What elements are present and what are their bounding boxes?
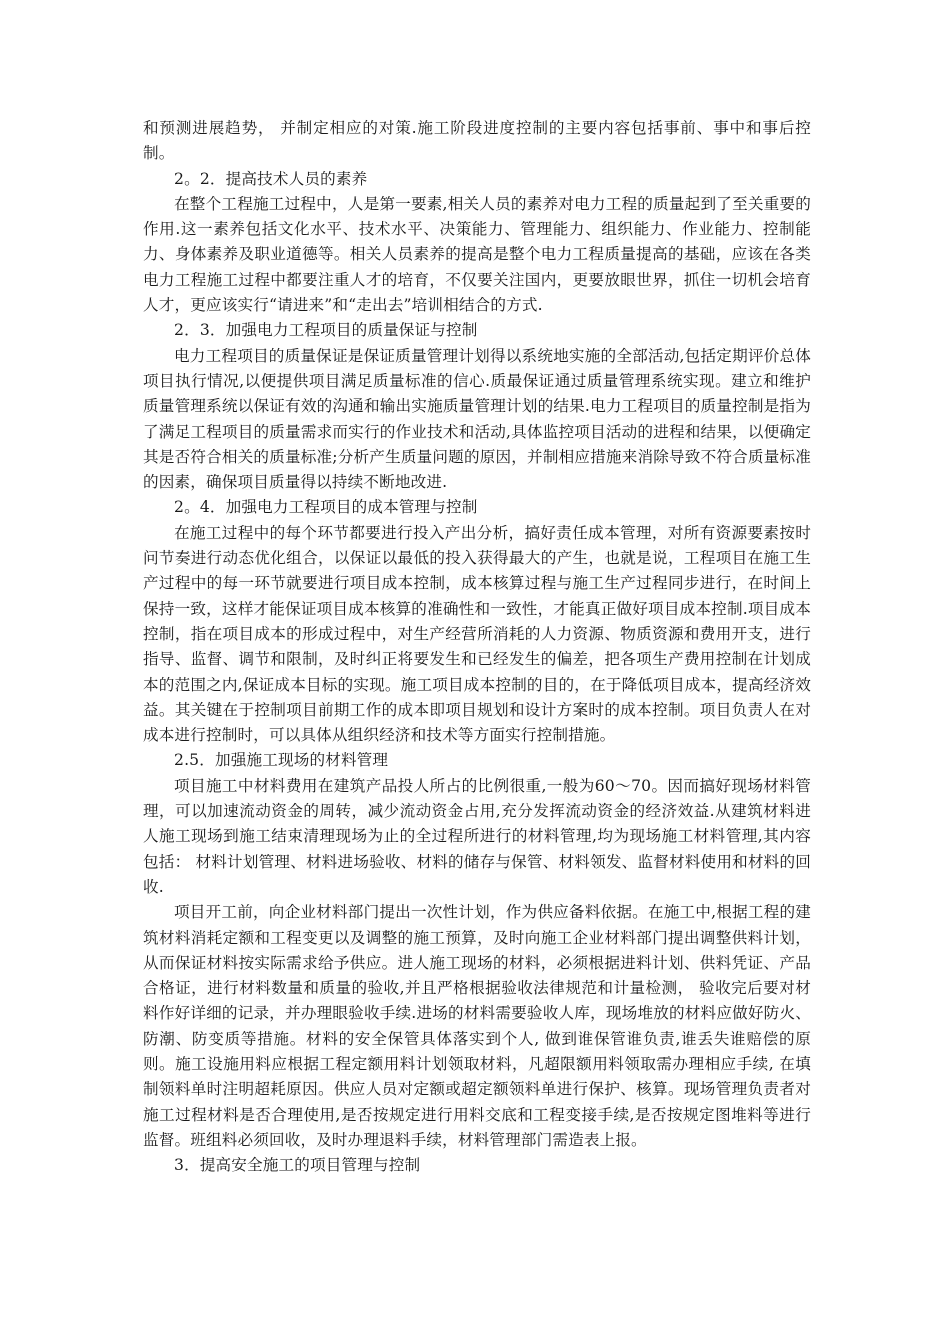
paragraph-continuation: 和预测进展趋势， 并制定相应的对策.施工阶段进度控制的主要内容包括事前、事中和事后控制。 [143, 119, 811, 163]
paragraph-body: 项目施工中材料费用在建筑产品投人所占的比例很重,一般为60～70。因而搞好现场材料管理，可以加速流动资金的周转，减少流动资金占用,充分发挥流动资金的经济效益.从建筑材料进人施工现场到施工结束清理现场为止的全过程所进行的材料管理,均为现场施工材料管理,其内容包括： 材料计划管理、材料进场验收、材料的储存与保管、材料领发、监督材料使用和材料的回收. [143, 776, 811, 896]
section-heading-2-5: 2.5．加强施工现场的材料管理 [174, 751, 389, 770]
section-heading-2-2: 2。2．提高技术人员的素养 [174, 169, 368, 188]
paragraph-body: 在整个工程施工过程中，人是第一要素,相关人员的素养对电力工程的质量起到了至关重要的作用.这一素养包括文化水平、技术水平、决策能力、管理能力、组织能力、作业能力、控制能力、身体素养及职业道德等。相关人员素养的提高是整个电力工程质量提高的基础，应该在各类电力工程施工过程中都要注重人才的培育，不仅要关注国内，更要放眼世界，抓住一切机会培育人才，更应该实行“请进来”和“走出去”培训相结合的方式. [143, 194, 811, 315]
section-heading-3: 3．提高安全施工的项目管理与控制 [174, 1156, 421, 1175]
document-body [143, 116, 811, 1178]
paragraph-body: 项目开工前，向企业材料部门提出一次性计划，作为供应备料依据。在施工中,根据工程的建筑材料消耗定额和工程变更以及调整的施工预算，及时向施工企业材料部门提出调整供料计划，从而保证材料按实际需求给予供应。进人施工现场的材料，必须根据进料计划、供料凭证、产品合格证，进行材料数量和质量的验收,并且严格根据验收法律规范和计量检测， 验收完后要对材料作好详细的记录，并办理眼验收手续.进场的材料需要验收人库，现场堆放的材料应做好防火、防潮、防变质等措施。材料的安全保管具体落实到个人, 做到谁保管谁负责,谁丢失谁赔偿的原则。施工设施用料应根据工程定额用料计划领取材料，凡超限额用料领取需办理相应手续, 在填制领料单时注明超耗原因。供应人员对定额或超定额领料单进行保护、核算。现场管理负责者对施工过程材料是否合理使用,是否按规定进行用料交底和工程变接手续,是否按规定图堆料等进行监督。班组料必须回收，及时办理退料手续，材料管理部门需造表上报。 [143, 903, 811, 1149]
section-heading-2-3: 2．3．加强电力工程项目的质量保证与控制 [174, 321, 478, 340]
paragraph-body: 在施工过程中的每个环节都要进行投入产出分析，搞好责任成本管理，对所有资源要素按时问节奏进行动态优化组合，以保证以最低的投入获得最大的产生，也就是说，工程项目在施工生产过程中的每一环节就要进行项目成本控制，成本核算过程与施工生产过程同步进行，在时间上保持一致，这样才能保证项目成本核算的准确性和一致性，才能真正做好项目成本控制.项目成本控制，指在项目成本的形成过程中，对生产经营所消耗的人力资源、物质资源和费用开支，进行指导、监督、调节和限制，及时纠正将要发生和已经发生的偏差，把各项生产费用控制在计划成本的范围之内,保证成本目标的实现。施工项目成本控制的目的，在于降低项目成本，提高经济效益。其关键在于控制项目前期工作的成本即项目规划和设计方案时的成本控制。项目负责人在对成本进行控制时，可以具体从组织经济和技术等方面实行控制措施。 [143, 523, 811, 745]
paragraph-body: 电力工程项目的质量保证是保证质量管理计划得以系统地实施的全部活动,包括定期评价总体项目执行情况,以便提供项目满足质量标准的信心.质最保证通过质量管理系统实现。建立和维护质量管理系统以保证有效的沟通和输出实施质量管理计划的结果.电力工程项目的质量控制是指为了满足工程项目的质量需求而实行的作业技术和活动,具体监控项目活动的进程和结果，以便确定其是否符合相关的质量标准;分析产生质量问题的原因，并制相应措施来消除导致不符合质量标准的因素，确保项目质量得以持续不断地改进. [143, 346, 811, 492]
section-heading-2-4: 2。4．加强电力工程项目的成本管理与控制 [174, 498, 478, 517]
